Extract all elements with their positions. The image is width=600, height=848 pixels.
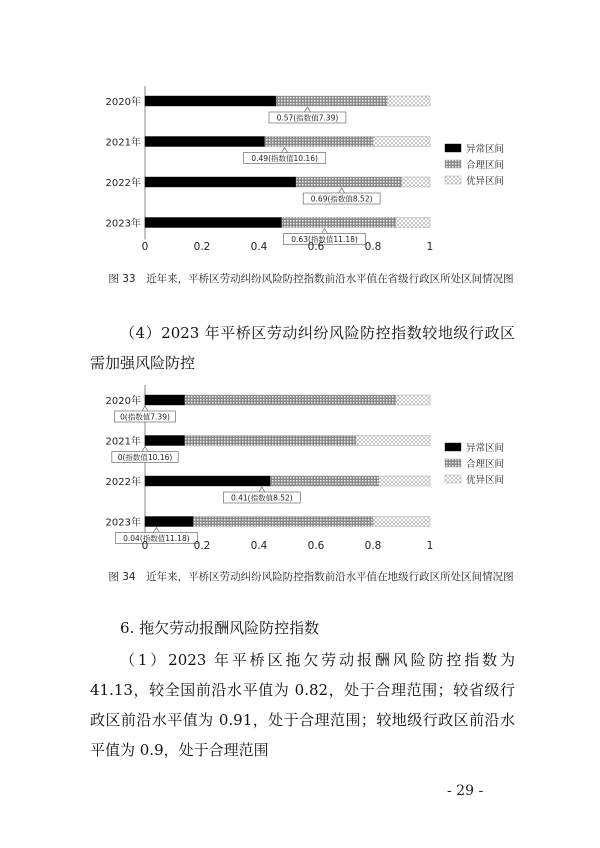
- legend-swatch: [445, 144, 461, 152]
- bar-segment-reasonable: [296, 177, 401, 187]
- legend-label: 合理区间: [466, 459, 505, 470]
- data-label: 0.57(指数值7.39): [276, 113, 339, 123]
- category-label: 2022年: [105, 477, 141, 488]
- page-number: - 29 -: [447, 783, 484, 799]
- category-label: 2023年: [105, 218, 141, 230]
- legend-label: 优异区间: [466, 475, 505, 486]
- bar-segment-excellent: [373, 517, 430, 527]
- data-label: 0.69(指数值8.52): [310, 194, 373, 204]
- data-label: 0.49(指数值10.16): [251, 154, 318, 163]
- callout-pointer: [322, 229, 328, 234]
- bar-segment-abnormal: [145, 177, 296, 187]
- x-tick-label: 0.8: [364, 540, 382, 551]
- chart-svg: [95, 381, 515, 551]
- x-tick-label: 0: [141, 241, 149, 252]
- section-heading-4: （4）2023 年平桥区劳动纠纷风险防控指数较地级行政区需加强风险防控: [90, 324, 515, 372]
- callout-pointer: [142, 447, 148, 452]
- x-tick-label: 1: [426, 241, 434, 252]
- bar-segment-excellent: [396, 395, 430, 405]
- x-tick-label: 0.4: [250, 241, 268, 252]
- bar-segment-reasonable: [282, 218, 396, 228]
- x-tick-label: 0.6: [307, 540, 325, 551]
- bar-segment-reasonable: [265, 137, 373, 147]
- data-label: 0(指数值7.39): [120, 412, 170, 422]
- legend-label: 异常区间: [466, 144, 505, 155]
- caption-fig34: 图 34 近年来，平桥区劳动纠纷风险防控指数前沿水平值在地级行政区所处区间情况图: [108, 571, 514, 583]
- bar-segment-reasonable: [270, 476, 378, 486]
- x-tick-label: 0.4: [250, 540, 268, 551]
- bar-segment-excellent: [387, 96, 430, 106]
- legend-label: 合理区间: [466, 160, 505, 171]
- category-label: 2022年: [105, 178, 141, 189]
- bar-segment-excellent: [356, 436, 430, 446]
- bar-segment-abnormal: [145, 96, 276, 106]
- x-tick-label: 0.8: [364, 241, 382, 252]
- section-heading-6: 6. 拖欠劳动报酬风险防控指数: [120, 619, 320, 637]
- legend-label: 异常区间: [466, 443, 505, 454]
- bar-segment-reasonable: [185, 395, 396, 405]
- bar-segment-abnormal: [145, 395, 185, 405]
- bar-segment-abnormal: [145, 137, 265, 147]
- bar-segment-reasonable: [185, 436, 356, 446]
- bar-segment-excellent: [396, 218, 430, 228]
- x-tick-label: 0.2: [193, 540, 211, 551]
- bar-segment-excellent: [379, 476, 430, 486]
- data-label: 0.41(指数值8.52): [230, 493, 293, 503]
- chart-svg: [95, 82, 515, 252]
- category-label: 2020年: [105, 396, 141, 407]
- bar-segment-reasonable: [276, 96, 387, 106]
- category-label: 2023年: [105, 517, 141, 529]
- data-label: 0(指数值10.16): [117, 453, 173, 462]
- legend-swatch: [445, 475, 461, 483]
- bar-segment-abnormal: [145, 476, 270, 486]
- x-tick-label: 1: [426, 540, 434, 551]
- callout-pointer: [142, 406, 148, 411]
- category-label: 2020年: [105, 97, 141, 108]
- callout-pointer: [339, 188, 345, 193]
- bar-segment-abnormal: [145, 517, 193, 527]
- bar-segment-excellent: [402, 177, 431, 187]
- bar-segment-abnormal: [145, 436, 185, 446]
- legend-swatch: [445, 176, 461, 184]
- bar-segment-reasonable: [193, 517, 373, 527]
- chart-fig34: [95, 381, 515, 551]
- paragraph-1: （1）2023 年平桥区拖欠劳动报酬风险防控指数为 41.13，较全国前沿水平值为 0.82，处于合理范围；较省级行政区前沿水平值为 0.91，处于合理范围；较地级行政区前沿水平值为 0.9，处于合理范围: [90, 651, 515, 759]
- bar-segment-excellent: [373, 137, 430, 147]
- x-tick-label: 0.2: [193, 241, 211, 252]
- chart-fig33: [95, 82, 515, 252]
- data-label: 0.04(指数值11.18): [123, 534, 190, 543]
- x-tick-label: 0.6: [307, 241, 325, 252]
- legend-label: 优异区间: [466, 176, 505, 187]
- callout-pointer: [304, 107, 310, 112]
- callout-pointer: [153, 528, 159, 533]
- caption-fig33: 图 33 近年来，平桥区劳动纠纷风险防控指数前沿水平值在省级行政区所处区间情况图: [108, 273, 514, 285]
- callout-pointer: [259, 487, 265, 492]
- legend-swatch: [445, 443, 461, 451]
- data-label: 0.63(指数值11.18): [291, 235, 358, 244]
- callout-pointer: [282, 148, 288, 153]
- category-label: 2021年: [105, 436, 141, 448]
- category-label: 2021年: [105, 137, 141, 149]
- x-tick-label: 0: [141, 540, 149, 551]
- legend-swatch: [445, 459, 461, 467]
- legend-swatch: [445, 160, 461, 168]
- bar-segment-abnormal: [145, 218, 282, 228]
